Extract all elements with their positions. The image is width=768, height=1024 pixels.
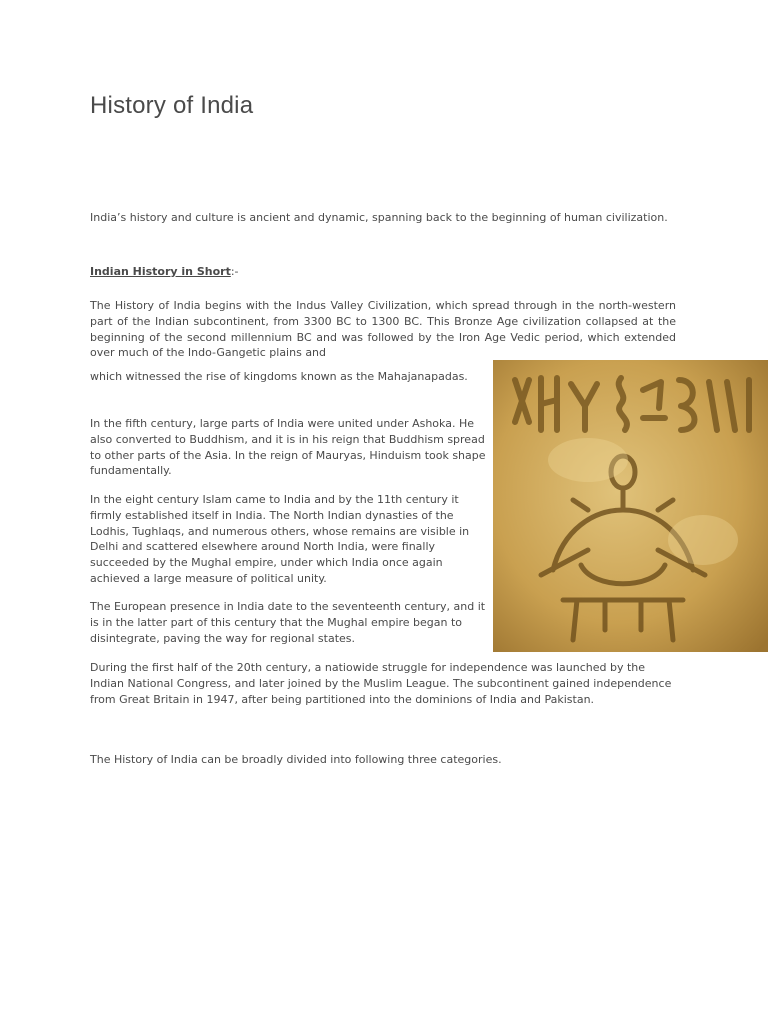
section-heading: Indian History in Short (90, 265, 231, 278)
seal-illustration (493, 360, 768, 652)
paragraph-categories: The History of India can be broadly divided into following three categories. (90, 753, 502, 766)
indus-valley-seal-image (493, 360, 768, 652)
paragraph-european: The European presence in India date to the seventeenth century, and it is in the latter part of this century that the Mughal empire began to disintegrate, paving the way for regional states. (90, 600, 486, 645)
paragraph-indus-valley-tail: which witnessed the rise of kingdoms known as the Mahajanapadas. (90, 370, 468, 383)
section-heading-suffix: :- (230, 265, 239, 278)
paragraph-independence: During the first half of the 20th century, a natiowide struggle for independence was launched by the Indian National Congress, and later joined by the Muslim League. The subcontinent gained independence from Great Britain in 1947, after being partitioned into the dominions of India and Pakistan. (90, 661, 672, 706)
paragraph-indus-valley (90, 298, 676, 361)
paragraph-ashoka: In the fifth century, large parts of India were united under Ashoka. He also converted to Buddhism, and it is in his reign that Buddhism spread to other parts of the Asia. In the reign of Mauryas, Hinduism took shape fundamentally. (90, 417, 486, 478)
paragraph-indus-valley-body: The History of India begins with the Indus Valley Civilization, which spread through in the north-western part of the Indian subcontinent, from 3300 BC to 1300 BC. This Bronze Age civilization collapsed at the beginning of the second millennium BC and was followed by the Iron Age Vedic period, which extended over much of the Indo-Gangetic plains and (90, 299, 676, 360)
section-heading-line (90, 264, 239, 280)
intro-paragraph: India’s history and culture is ancient and dynamic, spanning back to the beginning of human civilization. (90, 211, 668, 224)
page-title: History of India (90, 92, 254, 119)
paragraph-islam: In the eight century Islam came to India and by the 11th century it firmly established itself in India. The North Indian dynasties of the Lodhis, Tughlaqs, and numerous others, whose remains are visible in Delhi and scattered elsewhere around North India, were finally succeeded by the Mughal empire, under which India once again achieved a large measure of political unity. (90, 493, 470, 585)
